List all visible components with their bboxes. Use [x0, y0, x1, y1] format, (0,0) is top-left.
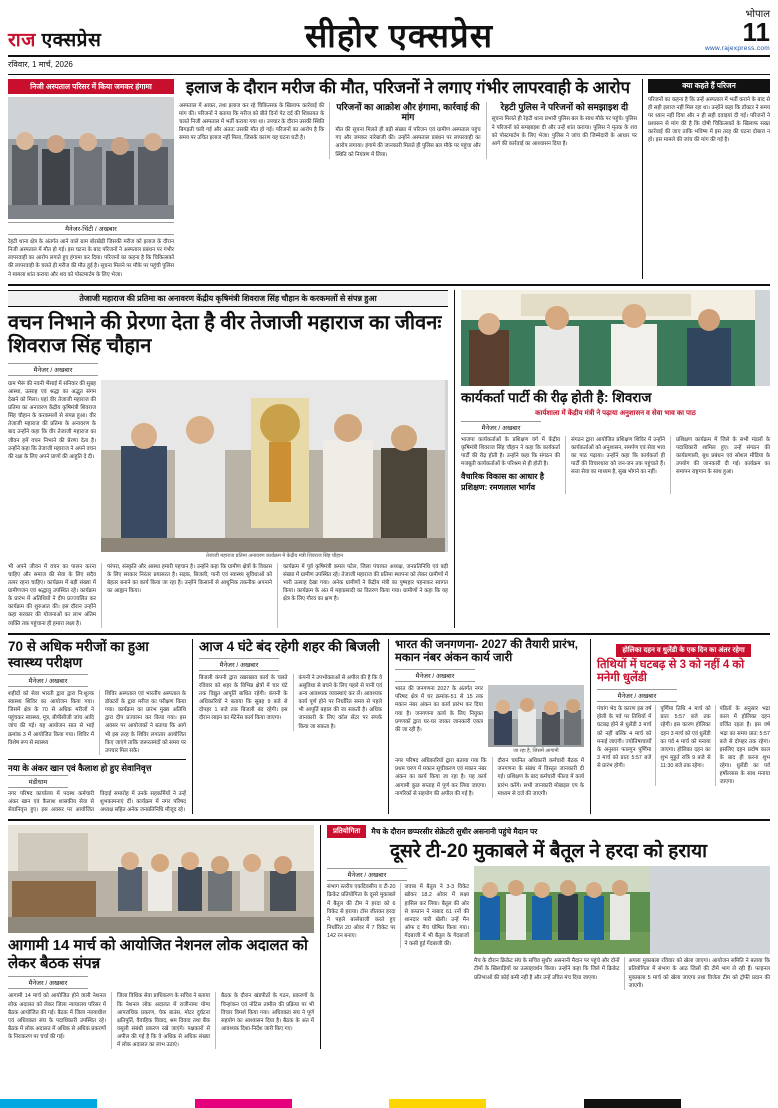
sports-col2: जवाब में बैतूल ने 3-3 विकेट खोकर 18.2 ओवर में लक्ष्य हासिल कर लिया। बैतूल की ओर से कप्तान ने नाबाद 61 रनों की शानदार पारी खेली। उन्हें मैन ऑफ द मैच घोषित किया गया। गेंदबाजी में भी बैतूल के गेंदबाजों ने कसी हुई गेंदबाजी की।	[404, 884, 469, 948]
power-cut-col2: कंपनी ने उपभोक्ताओं से अपील की है कि वे असुविधा से बचने के लिए पहले से पानी एवं अन्य आवश्यक व्यवस्थाएं कर लें। आवश्यक कार्य पूर्ण होने पर निर्धारित समय से पहले भी आपूर्ति बहाल की जा सकती है। अधिक जानकारी के लिए कॉल सेंटर पर संपर्क किया जा सकता है।	[298, 674, 382, 730]
holi-cols	[597, 705, 770, 786]
logo-red-text: राज	[8, 29, 36, 51]
top-story-col2-wrap	[179, 102, 324, 159]
main-story-left	[8, 290, 448, 628]
story-block-health-camp	[8, 639, 186, 815]
holi-col1: पंचांग भेद के कारण इस वर्ष होली के पर्व पर तिथियों में घटबढ़ होने से धुलेंडी 3 मार्च को नहीं बल्कि 4 मार्च को मनाई जाएगी। ज्योतिषाचार्यों के अनुसार फाल्गुन पूर्णिमा 3 मार्च को प्रातः 5:57 बजे से प्रारंभ होगी।	[597, 706, 652, 770]
retirement-subhead: नया के अंकर खान एवं कैलाश हो हुए सेवानिवृत्त	[8, 759, 186, 773]
workshop-col1: भाजपा कार्यकर्ताओं के प्रशिक्षण वर्ग में केंद्रीय कृषिमंत्री शिवराज सिंह चौहान ने कहा कि कार्यकर्ता पार्टी की रीढ़ होती है। उन्होंने कहा कि संगठन की मजबूती कार्यकर्ताओं के परिश्रम से ही होती है।	[461, 436, 560, 468]
retirement-text: नगर परिषद कार्यालय में पदस्थ कर्मचारी अंकर खान एवं कैलाश शासकीय सेवा से सेवानिवृत्त हुए। इस अवसर पर आयोजित विदाई समारोह में उनके सहकर्मियों ने उन्हें शुभकामनाएं दीं। कार्यक्रम में नगर परिषद अध्यक्ष सहित अनेक जनप्रतिनिधि मौजूद रहे।	[8, 791, 186, 814]
masthead-logo	[8, 26, 178, 52]
sports-headline: दूसरे टी-20 मुकाबले में बैतूल ने हरदा को हराया	[389, 841, 708, 863]
health-camp-cols	[8, 690, 186, 755]
main-story-col3: परंपरा, संस्कृति और आस्था हमारी पहचान है। उन्होंने कहा कि ग्रामीण क्षेत्रों के विकास के लिए सरकार निरंतर प्रयासरत है। सड़क, बिजली, पानी एवं स्वास्थ्य सुविधाओं को बेहतर बनाने का कार्य किया जा रहा है। उन्होंने किसानों से आधुनिक तकनीक अपनाने का आह्वान किया।	[107, 563, 272, 595]
lok-adalat-col1: आगामी 14 मार्च को आयोजित होने वाली नेशनल लोक अदालत को लेकर जिला न्यायालय परिसर में बैठक आयोजित की गई। बैठक में जिला न्यायाधीश एवं अधिवक्ता संघ के पदाधिकारी उपस्थित रहे। बैठक में लोक अदालत में अधिक से अधिक प्रकरणों के निराकरण पर चर्चा की गई।	[8, 993, 106, 1040]
main-story-col3-wrap	[101, 563, 272, 628]
health-camp-byline: मैनेजर / अखबार	[8, 674, 88, 687]
sports-right	[474, 866, 770, 989]
main-story-col2: भी अपने जीवन में वचन का पालन करना चाहिए और समाज की सेवा के लिए सदैव तत्पर रहना चाहिए। कार्यक्रम में बड़ी संख्या में ग्रामीणजन एवं श्रद्धालु उपस्थित रहे। कार्यक्रम के प्रारंभ में अतिथियों ने दीप प्रज्ज्वलित कर कार्यक्रम की शुरुआत की। इस दौरान उन्होंने कहा सरकार की योजनाओं का लाभ अंतिम व्यक्ति तक पहुंचाना ही हमारा लक्ष्य है।	[8, 563, 96, 627]
power-cut-col1: बिजली कंपनी द्वारा रखरखाव कार्य के चलते रविवार को शहर के विभिन्न क्षेत्रों में चार घंटे तक विद्युत आपूर्ति बाधित रहेगी। कंपनी के अधिकारियों ने बताया कि सुबह 9 बजे से दोपहर 1 बजे तक बिजली बंद रहेगी। इस दौरान लाइन का मेंटेनेंस कार्य किया जाएगा।	[199, 674, 288, 722]
top-story-photo	[8, 97, 174, 219]
top-story-col3-wrap	[329, 102, 480, 159]
sports-byline: मैनेजर / अखबार	[327, 868, 407, 881]
workshop-byline: मैनेजर / अखबार	[461, 421, 541, 434]
top-story-sub3: रेहटी पुलिस ने परिजनों को समझाइश दी	[500, 101, 629, 112]
workshop-photo	[461, 290, 770, 386]
sports-photo	[474, 866, 770, 954]
census-image-caption: जा रहा है, जिसमें आगामी	[513, 748, 559, 755]
masthead-right	[620, 6, 770, 52]
top-story-byline: मैनेजर-चिंटी / अखबार	[8, 222, 174, 235]
sports-tag: प्रतियोगिता	[327, 825, 366, 838]
top-story-left	[8, 79, 174, 279]
sports-col1: संभाग स्तरीय एकदिवसीय व टी-20 क्रिकेट प्रतियोगिता के दूसरे मुकाबले में बैतूल की टीम ने हरदा को 6 विकेट से हराया। टॉस जीतकर हरदा ने पहले बल्लेबाजी करते हुए निर्धारित 20 ओवर में 7 विकेट पर 142 रन बनाए।	[327, 884, 396, 939]
lok-adalat-photo	[8, 825, 314, 933]
census-byline: मैनेजर / अखबार	[395, 669, 475, 682]
sports-text-left	[327, 866, 469, 989]
retirement-byline: मंडीधाम	[8, 775, 68, 788]
census-col2: नगर परिषद अधिकारियों द्वारा बताया गया कि प्रथम चरण में मकान सूचीकरण एवं मकान नंबर अंकन का कार्य किया जा रहा है। यह कार्य आगामी कुछ सप्ताह में पूर्ण कर लिया जाएगा। नागरिकों से सहयोग की अपील की गई है।	[395, 758, 487, 797]
workshop-col3-wrap	[670, 436, 770, 494]
health-camp-headline: 70 से अधिक मरीजों का हुआ स्वास्थ्य परीक्षण	[8, 638, 149, 670]
party-workshop-photo	[461, 290, 755, 386]
census-top	[395, 685, 584, 754]
main-story-photo	[101, 380, 448, 552]
top-story-col4-wrap	[486, 102, 637, 159]
sidebox-heading: क्या कहते हैं परिजन	[648, 79, 770, 93]
top-story-main	[179, 79, 637, 279]
logo-black-text: एक्सप्रेस	[41, 29, 102, 51]
top-story-col1: रेहटी थाना क्षेत्र के अंतर्गत आने वाले ग्राम बोरखेड़ी जिसकी मरीज को इलाज के दौरान निजी अस्पताल में मौत हो गई। इस घटना के बाद परिजनों ने अस्पताल प्रबंधन पर गंभीर लापरवाही का आरोप लगाते हुए हंगामा कर दिया। परिजनों का कहना है कि चिकित्सकों की लापरवाही के चलते ही मरीज की मौत हुई है। सूचना मिलने पर मौके पर पहुंची पुलिस ने मामला शांत कराया और शव को पोस्टमार्टम के लिए भेजा।	[8, 239, 175, 278]
main-story-right	[454, 290, 770, 628]
top-story-columns	[179, 102, 637, 159]
holi-kicker-tag: होलिका दहन व धुलेंडी के एक दिन का अंतर रहेगा	[616, 644, 750, 657]
workshop-col1-wrap	[461, 436, 560, 494]
hospital-crowd-photo	[8, 97, 174, 219]
story-block-holi	[590, 639, 770, 815]
page-number: 11	[742, 17, 770, 47]
workshop-subhead: कार्यशाला में केंद्रीय मंत्री ने पढ़ाया अनुशासन व सेवा भाव का पाठ	[535, 409, 696, 417]
lok-adalat-byline: मैनेजर / अखबार	[8, 976, 88, 989]
top-story-sub2: परिजनों का आक्रोश और हंगामा, कार्रवाई की मांग	[336, 101, 480, 123]
paper-title: सीहोर एक्सप्रेस	[304, 16, 494, 54]
power-cut-byline: मैनेजर / अखबार	[199, 658, 279, 671]
lok-adalat-story	[8, 825, 314, 1049]
masthead	[8, 6, 770, 57]
meeting-room-photo	[8, 825, 314, 933]
health-camp-col2: शिविर अस्पताल एवं भारतीय अस्पताल के डॉक्टरों के द्वारा मरीज का परीक्षण किया गया। कार्यक्रम का प्रारंभ मुख्य अतिथि द्वारा दीप प्रज्वलन कर किया गया। इस अवसर पर आयोजकों ने बताया कि आगे भी इस तरह के शिविर लगातार आयोजित किए जाएंगे ताकि जरूरतमंदों को समय पर उपचार मिल सके।	[105, 691, 186, 754]
lok-adalat-col3: बैठक के दौरान खंडपीठों के गठन, प्रकरणों के चिन्हांकन एवं नोटिस तामील की प्रक्रिया पर भी विचार विमर्श किया गया। अधिवक्ता संघ ने पूर्ण सहयोग का आश्वासन दिया है। बैठक के अंत में आवश्यक दिशा-निर्देश जारी किए गए।	[221, 993, 314, 1032]
census-col1: भारत की जनगणना 2027 के अंतर्गत नगर परिषद क्षेत्र में घर क्रमांक-51 से 15 तक मकान नंबर अंकन का कार्य प्रारंभ कर दिया गया है। जनगणना कार्य के लिए नियुक्त प्रगणकों द्वारा घर-घर जाकर जानकारी एकत्र की जा रही है।	[395, 686, 483, 733]
main-story-col4: कार्यक्रम में पूर्व कृषिमंत्री कमल पटेल, जिला पंचायत अध्यक्ष, जनप्रतिनिधि एवं बड़ी संख्या में ग्रामीण उपस्थित रहे। तेजाजी महाराज की प्रतिमा स्थापना को लेकर ग्रामीणों में भारी उत्साह देखा गया। अनेक ग्रामीणों ने केंद्रीय मंत्री का पुष्पहार पहनाकर स्वागत किया। कार्यक्रम के अंत में महाप्रसादी का वितरण किया गया। ग्रामीणों ने कहा कि यह क्षेत्र के लिए गौरव का क्षण है।	[283, 563, 448, 603]
main-story-col1-wrap	[8, 380, 96, 559]
dateline	[8, 57, 770, 75]
census-photo	[488, 685, 584, 747]
masthead-center	[178, 16, 620, 54]
sports-col4: अगला मुकाबला रविवार को खेला जाएगा। आयोजन समिति ने बताया कि प्रतियोगिता में संभाग के आठ जिलों की टीमें भाग ले रही हैं। फाइनल मुकाबला 5 मार्च को खेला जाएगा तथा विजेता टीम को ट्रॉफी प्रदान की जाएगी।	[628, 958, 770, 989]
workshop-sub-heading: वैचारिक विकास का आधार है प्रशिक्षण: रमणलाल भार्गव	[461, 472, 545, 493]
statue-unveiling-photo	[101, 380, 445, 552]
top-story-col4: सूचना मिलते ही रेहटी थाना प्रभारी पुलिस बल के साथ मौके पर पहुंचे। पुलिस ने परिजनों को समझाइश दी और उन्हें शांत कराया। पुलिस ने मृतक के शव को पोस्टमार्टम के लिए भेजा। पुलिस ने जांच की जिम्मेदारी के आधार पर आगे की कार्रवाई का आश्वासन दिया है।	[491, 116, 637, 147]
top-story-tag: निजी अस्पताल परिसर में किया जमकर हंगामा	[8, 79, 174, 94]
story-block-power-cut	[192, 639, 382, 815]
bottom-row	[8, 819, 770, 1049]
lok-adalat-col2: जिला विधिक सेवा प्राधिकरण के सचिव ने बताया कि नेशनल लोक अदालत में राजीनामा योग्य आपराधिक प्रकरण, चेक बाउंस, मोटर दुर्घटना क्षतिपूर्ति, वैवाहिक विवाद, श्रम विवाद तथा बैंक वसूली संबंधी प्रकरण रखे जाएंगे। पक्षकारों से अपील की गई है कि वे अधिक से अधिक संख्या में लोक अदालत का लाभ उठाएं।	[117, 993, 210, 1049]
main-story-body	[8, 380, 448, 559]
main-story-col4-wrap	[277, 563, 448, 628]
workshop-col2: संगठन द्वारा आयोजित प्रशिक्षण शिविर में उन्होंने कार्यकर्ताओं को अनुशासन, समर्पण एवं सेवा भाव का पाठ पढ़ाया। उन्होंने कहा कि कार्यकर्ता ही पार्टी की विचारधारा को जन-जन तक पहुंचाते हैं। सत्ता सेवा का माध्यम है, सुख भोगने का नहीं।	[571, 436, 665, 476]
main-story-col2-wrap	[8, 563, 96, 628]
main-story-image-caption: तेजाजी महाराज प्रतिमा अनावरण कार्यक्रम में केंद्रीय मंत्री शिवराज सिंह चौहान	[206, 552, 343, 559]
holi-col2: पूर्णिमा तिथि 4 मार्च को प्रातः 5:57 बजे तक रहेगी। इस कारण होलिका दहन 3 मार्च को एवं धुलेंडी का पर्व 4 मार्च को मनाया जाएगा। होलिका दहन का शुभ मुहूर्त रात्रि 9 बजे से 11:30 बजे तक रहेगा।	[660, 706, 711, 770]
dateline-date: रविवार, 1 मार्च, 2026	[8, 59, 73, 69]
workshop-col3: प्रशिक्षण कार्यक्रम में जिले के सभी मंडलों के पदाधिकारी शामिल हुए। उन्हें संगठन की कार्यप्रणाली, बूथ प्रबंधन एवं सोशल मीडिया के उपयोग की जानकारी दी गई। कार्यक्रम का समापन राष्ट्रगान के साथ हुआ।	[676, 436, 770, 476]
top-story-headline: इलाज के दौरान मरीज की मौत, परिजनों ने लगाए गंभीर लापरवाही के आरोप	[186, 78, 630, 97]
holi-col3: पंडितों के अनुसार भद्रा काल में होलिका दहन वर्जित रहता है। इस वर्ष भद्रा का समय प्रातः 5:57 बजे से दोपहर तक रहेगा। इसलिए दहन प्रदोष काल के बाद ही करना शुभ रहेगा। धुलेंडी का पर्व हर्षोल्लास के साथ मनाया जाएगा।	[719, 706, 770, 786]
top-story-col3: मौत की सूचना मिलते ही बड़ी संख्या में परिजन एवं ग्रामीण अस्पताल पहुंच गए और जमकर नारेबाजी की। उन्होंने अस्पताल प्रबंधन पर लापरवाही का आरोप लगाया। हंगामे की जानकारी मिलते ही पुलिस बल मौके पर पहुंचा और स्थिति को नियंत्रण में लिया।	[335, 127, 481, 158]
sidebox-text: परिजनों का कहना है कि उन्हें अस्पताल में भर्ती कराने के बाद से ही सही इलाज नहीं मिल रहा था। उन्होंने कहा कि डॉक्टर ने समय पर ध्यान नहीं दिया और न ही सही दवाइयां दी गईं। परिजनों ने प्रशासन से मांग की है कि दोषी चिकित्सकों के खिलाफ सख्त कार्रवाई की जाए ताकि भविष्य में इस तरह की घटना दोबारा न हो। इस मामले की जांच की मांग की गई है।	[648, 96, 770, 144]
power-cut-headline: आज 4 घंटे बंद रहेगी शहर की बिजली	[199, 638, 380, 654]
edition-city: भोपाल	[745, 9, 770, 20]
census-bottom	[395, 757, 584, 798]
sports-kicker: मैच के दौरान छप्परसीर सेक्रेटरी सुधीर असनानी पहुंचे मैदान पर	[371, 826, 538, 836]
top-story-col2: अस्पताल में आकर, तथा इलाज कर रहे चिकित्सक के खिलाफ कार्रवाई की मांग की। परिजनों ने बताया कि मरीज को बीते दिनों पेट दर्द की शिकायत के चलते निजी अस्पताल में भर्ती कराया गया था। उपचार के दौरान उसकी स्थिति बिगड़ती चली गई और अंततः उसकी मौत हो गई। परिजनों का आरोप है कि समय पर उचित इलाज नहीं मिला, जिसके कारण यह घटना घटी है।	[179, 102, 325, 142]
census-headline: भारत की जनगणना- 2027 की तैयारी प्रारंभ, मकान नंबर अंकन कार्य जारी	[395, 638, 578, 665]
health-camp-col1: शहीदों को सेवा भारती द्वारा द्वारा नि:शुल्क स्वास्थ्य शिविर का आयोजन किया गया। जिसमें क्षेत्र के 70 से अधिक मरीजों ने पहुंचकर स्वास्थ्य, मूत्र, बीपीसीजी जांच आदि जांच की गई। यह आयोजन सात से भाई क्रमांक 3 में आयोजित किया गया। शिविर में विशेष रूप से स्वास्थ्य	[8, 691, 94, 746]
cricket-team-photo	[474, 866, 650, 954]
print-color-bar	[0, 1099, 778, 1108]
census-col3: दौरान चयनित अधिकारी कर्मचारी बैठक में जनगणना के संबंध में विस्तृत जानकारी दी गई। प्रशिक्षण के बाद कर्मचारी फील्ड में कार्य प्रारंभ करेंगे। सभी जानकारी मोबाइल एप के माध्यम से दर्ज की जाएगी।	[497, 758, 584, 797]
story-block-census	[388, 639, 584, 815]
workshop-cols	[461, 436, 770, 494]
main-story-kicker: तेजाजी महाराज की प्रतिमा का अनावरण केंद्रीय कृषिमंत्री शिवराज सिंह चौहान के करकमलों से संपन्न हुआ	[8, 290, 448, 307]
sports-col3: मैच के दौरान क्रिकेट संघ के सचिव सुधीर असनानी मैदान पर पहुंचे और दोनों टीमों के खिलाड़ियों का उत्साहवर्धन किया। उन्होंने कहा कि जिले में क्रिकेट प्रतिभाओं की कोई कमी नहीं है और उन्हें उचित मंच दिया जाएगा।	[474, 958, 620, 981]
sports-story	[320, 825, 770, 1049]
workshop-col2-wrap	[565, 436, 665, 494]
main-story-byline: मैनेजर / अखबार	[8, 363, 98, 376]
lok-adalat-headline: आगामी 14 मार्च को आयोजित नेशनल लोक अदालत को लेकर बैठक संपन्न	[8, 937, 308, 973]
main-story-photo-wrap	[101, 380, 448, 559]
lok-adalat-cols	[8, 992, 314, 1049]
workshop-headline: कार्यकर्ता पार्टी की रीढ़ होती है: शिवराज	[461, 389, 652, 405]
census-officials-photo	[488, 685, 584, 747]
power-cut-cols	[199, 674, 382, 731]
sports-body	[327, 866, 770, 989]
secondary-stories-row	[8, 633, 770, 815]
main-story-col1: ग्राम भैरूं की नवनी भैंसाई में सनिवार की सुबह आस्था, उत्साह एवं श्रद्धा का अद्भुत संगम देखने को मिला। यहां वीर तेजाजी महाराज की प्रतिमा का अनावरण केंद्रीय कृषिमंत्री शिवराज सिंह चौहान के करकमलों से संपन्न हुआ। वीर तेजाजी महाराज की प्रतिमा के अनावरण के बाद उन्होंने कहा कि वीर तेजाजी महाराज का जीवन हमें वचन निभाने की प्रेरणा देता है। उन्होंने कहा कि तेजाजी महाराज ने अपने वचन की रक्षा के लिए अपने प्राणों की आहुति दे दी।	[8, 380, 96, 460]
website-url[interactable]: www.rajexpress.com	[705, 44, 770, 52]
top-story-sidebox	[642, 79, 770, 279]
holi-byline: मैनेजर / अखबार	[597, 689, 677, 702]
sports-kicker-row	[327, 825, 770, 838]
main-story-lower-cols	[8, 563, 448, 628]
main-story-headline: वचन निभाने की प्रेरणा देता है वीर तेजाजी महाराज का जीवनः शिवराज सिंह चौहान	[8, 311, 442, 358]
top-story	[8, 79, 770, 279]
main-story	[8, 284, 770, 628]
holi-headline: तिथियों में घटबढ़ से 3 को नहीं 4 को मनेगी धुलेंडी	[597, 658, 745, 685]
